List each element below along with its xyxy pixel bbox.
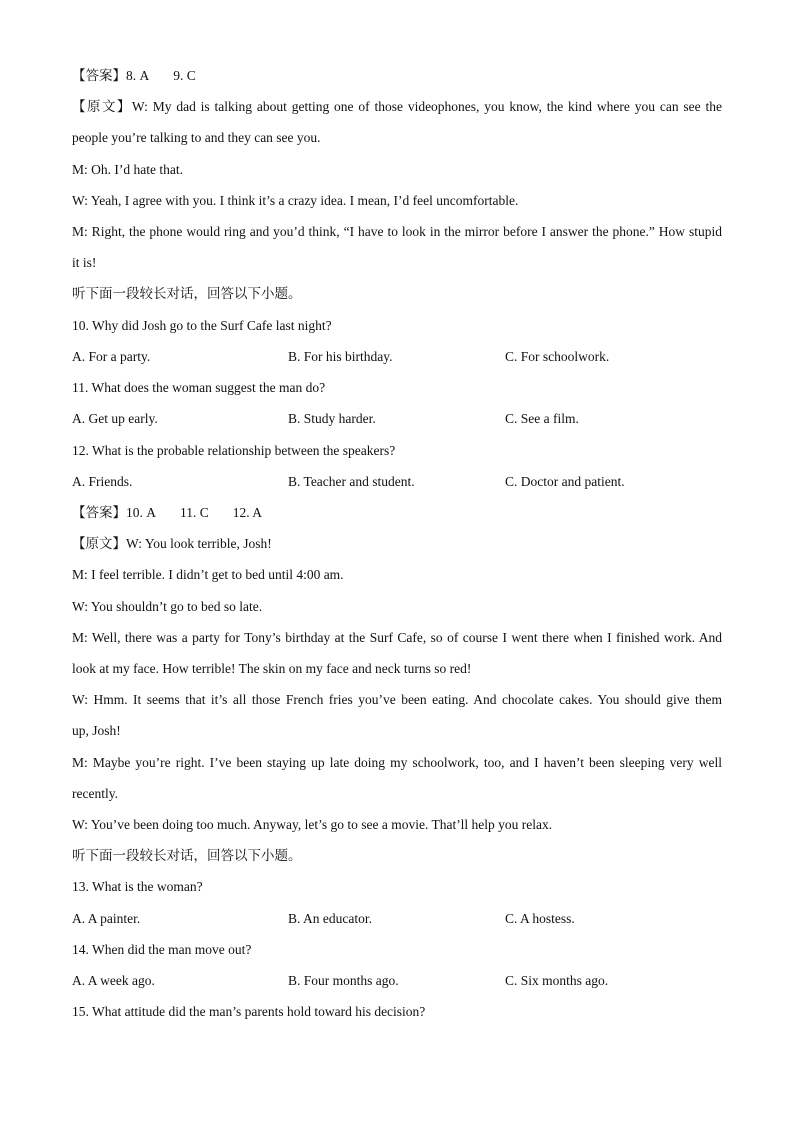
transcript1-line1 [72,97,722,117]
q12-option-c: C. Doctor and patient. [505,474,625,489]
transcript2-line9: recently. [72,786,118,801]
transcript1-line2: people you’re talking to and they can see you. [72,130,321,145]
question-14: 14. When did the man move out? [72,942,252,957]
q11-option-c: C. See a film. [505,411,579,426]
q12-option-a: A. Friends. [72,474,133,489]
question-13: 13. What is the woman? [72,879,203,894]
q12-option-b: B. Teacher and student. [288,474,415,489]
transcript2-line8: M: Maybe you’re right. I’ve been staying up late doing my schoolwork, too, and I haven’t been sleeping very well [72,755,722,770]
transcript2-line5: look at my face. How terrible! The skin on my face and neck turns so red! [72,661,472,676]
section3-instruction: 听下面一段较长对话，回答以下小题。 [72,848,302,863]
question-15: 15. What attitude did the man’s parents hold toward his decision? [72,1004,426,1019]
question-11: 11. What does the woman suggest the man do? [72,380,326,395]
transcript2-text1: W: You look terrible, Josh! [126,536,272,551]
transcript1-line3: M: Oh. I’d hate that. [72,162,183,177]
q14-option-a: A. A week ago. [72,973,155,988]
answer-line-8-9 [72,66,722,86]
transcript2-line3: W: You shouldn’t go to bed so late. [72,599,263,614]
transcript1-line4: W: Yeah, I agree with you. I think it’s a crazy idea. I mean, I’d feel uncomfortable. [72,193,519,208]
question-10: 10. Why did Josh go to the Surf Cafe last night? [72,318,332,333]
q10-option-b: B. For his birthday. [288,349,393,364]
transcript2-line7: up, Josh! [72,723,121,738]
answer-11: 11. C [180,505,209,520]
transcript2-line4: M: Well, there was a party for Tony’s birthday at the Surf Cafe, so of course I went there when I finished work. And [72,630,722,645]
answer-10: 10. A [126,505,156,520]
q10-option-a: A. For a party. [72,349,151,364]
transcript1-text1: W: My dad is talking about getting one of those videophones, you know, the kind where you can see the [131,99,722,114]
q13-option-a: A. A painter. [72,911,141,926]
answer-9: 9. C [173,68,196,83]
answer-label: 【答案】 [72,68,126,83]
transcript2-line6: W: Hmm. It seems that it’s all those French fries you’ve been eating. And chocolate cakes. You should give them [72,692,722,707]
answer-line-10-12 [72,503,722,523]
q14-option-b: B. Four months ago. [288,973,399,988]
q14-option-c: C. Six months ago. [505,973,609,988]
transcript-label: 【原文】 [72,99,132,114]
question-12: 12. What is the probable relationship between the speakers? [72,443,396,458]
q13-option-c: C. A hostess. [505,911,575,926]
transcript2-line2: M: I feel terrible. I didn’t get to bed until 4:00 am. [72,567,344,582]
transcript1-line6: it is! [72,255,97,270]
transcript2-line1 [72,534,722,554]
answer-label: 【答案】 [72,505,126,520]
q13-option-b: B. An educator. [288,911,372,926]
section2-instruction: 听下面一段较长对话，回答以下小题。 [72,286,302,301]
transcript1-line5: M: Right, the phone would ring and you’d think, “I have to look in the mirror before I answer the phone.” How stupid [72,224,722,239]
answer-8: 8. A [126,68,150,83]
q10-option-c: C. For schoolwork. [505,349,610,364]
answer-12: 12. A [232,505,263,520]
q11-option-a: A. Get up early. [72,411,158,426]
transcript2-line10: W: You’ve been doing too much. Anyway, let’s go to see a movie. That’ll help you relax. [72,817,553,832]
q11-option-b: B. Study harder. [288,411,376,426]
transcript-label: 【原文】 [72,536,126,551]
